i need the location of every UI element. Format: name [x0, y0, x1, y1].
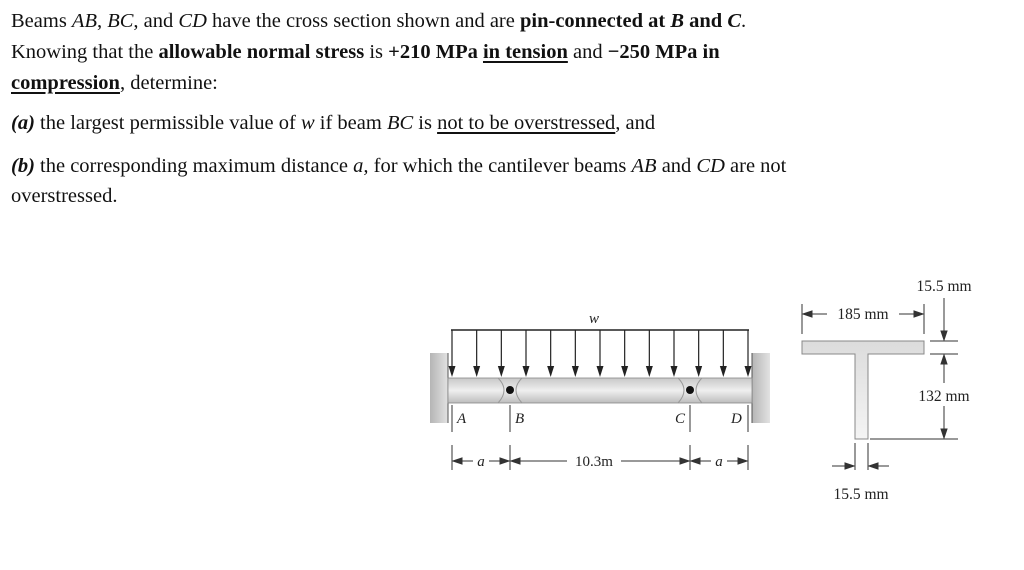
load-arrow-head	[621, 366, 628, 377]
load-arrow-head	[597, 366, 604, 377]
load-arrow-head	[720, 366, 727, 377]
section-dimensions	[802, 298, 958, 470]
label-b: B	[515, 411, 525, 427]
load-arrow-head	[646, 366, 653, 377]
load-arrows	[449, 330, 752, 377]
beam	[448, 378, 752, 403]
load-arrow-head	[671, 366, 678, 377]
pin-b	[506, 386, 514, 394]
intro-line-2: Knowing that the allowable normal stress is +210 MPa in tension and −250 MPa in	[11, 41, 720, 63]
load-arrow-head	[572, 366, 579, 377]
dim-a-left: a	[477, 454, 485, 470]
dim-top-thickness: 15.5 mm	[916, 278, 972, 295]
part-a: (a) the largest permissible value of w if beam BC is not to be overstressed, and	[11, 112, 656, 134]
right-wall	[752, 353, 770, 423]
load-arrow-head	[745, 366, 752, 377]
label-c: C	[675, 411, 686, 427]
intro-line-3: compression, determine:	[11, 72, 218, 94]
dim-span: 10.3m	[575, 454, 613, 470]
load-arrow-head	[547, 366, 554, 377]
load-arrow-head	[695, 366, 702, 377]
dim-web-height: 132 mm	[918, 388, 970, 405]
label-d: D	[731, 411, 742, 427]
load-label: w	[588, 311, 600, 327]
load-arrow-head	[523, 366, 530, 377]
load-arrow-head	[473, 366, 480, 377]
dim-web-thickness: 15.5 mm	[833, 486, 889, 503]
pin-c	[686, 386, 694, 394]
label-a: A	[457, 411, 467, 427]
intro-line-1: Beams AB, BC, and CD have the cross section shown and are pin-connected at B and C.	[11, 10, 747, 32]
left-wall	[430, 353, 448, 423]
load-arrow-head	[449, 366, 456, 377]
dim-a-right: a	[715, 454, 723, 470]
dim-flange-width: 185 mm	[837, 306, 889, 323]
t-section	[802, 341, 924, 439]
part-b: (b) the corresponding maximum distance a, for which the cantilever beams AB and CD are not overstressed.	[11, 155, 787, 207]
load-arrow-head	[498, 366, 505, 377]
